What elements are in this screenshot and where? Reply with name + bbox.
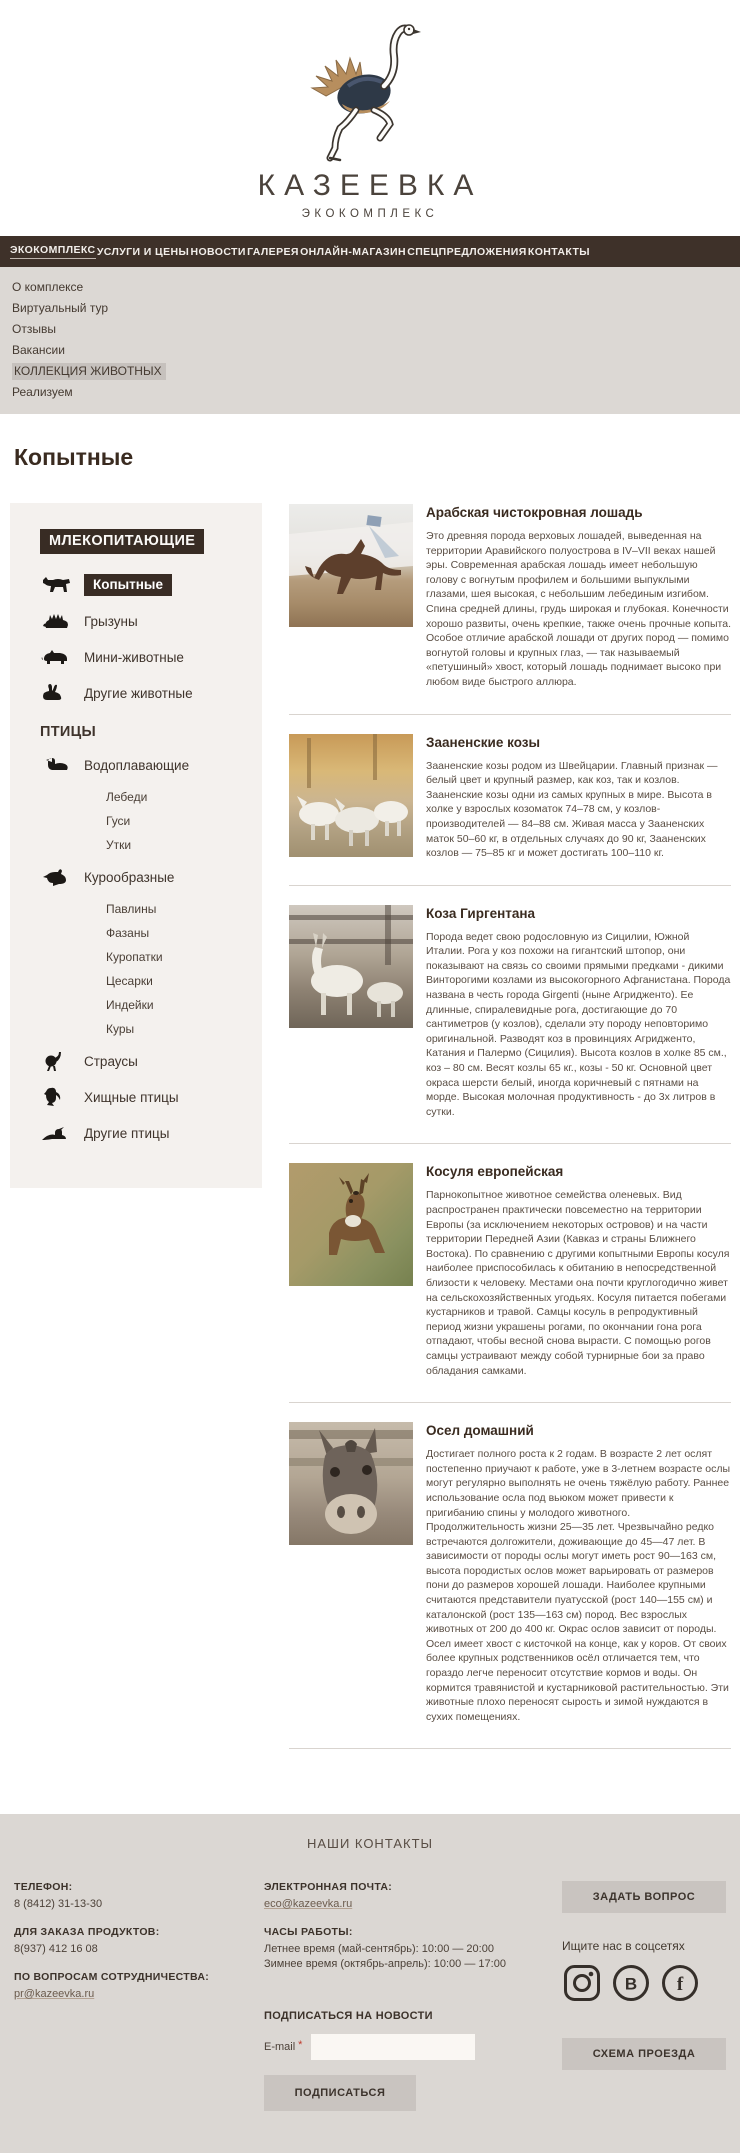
email-label: ЭЛЕКТРОННАЯ ПОЧТА:: [264, 1881, 393, 1894]
sidebar-item-waterfowl[interactable]: Водоплавающие: [40, 754, 250, 776]
animal-name: Зааненские козы: [426, 734, 540, 750]
nav-item-services[interactable]: УСЛУГИ И ЦЕНЫ: [96, 245, 190, 258]
ask-question-button[interactable]: ЗАДАТЬ ВОПРОС: [562, 1881, 726, 1913]
orders-phone-number: 8(937) 412 16 08: [14, 1943, 98, 1956]
footer-contacts-column: [14, 1881, 252, 2111]
hours-winter: Зимнее время (октябрь-апрель): 10:00 — 17:00: [264, 1958, 506, 1971]
vk-icon[interactable]: [611, 1963, 651, 2008]
sidebar-item-turkeys[interactable]: Индейки: [106, 998, 154, 1012]
hours-summer: Летнее время (май-сентябрь): 10:00 — 20:00: [264, 1943, 494, 1956]
animal-description: Зааненские козы родом из Швейцарии. Главный признак — белый цвет и крупный размер, как коз, так и козлов. Зааненские козы одни из самых крупных в мире. Высота в холке у взрослых козоматок 74–78 см, у козлов-производителей — 84–88 см. Живая масса у Зааненских маток 50–60 кг, в отдельных случаях до 90 кг, Зааненских козлов — 75–85 кг и может достигать 100–110 кг.: [426, 759, 718, 860]
sidebar-item-chickens[interactable]: Куры: [106, 1022, 135, 1036]
subscribe-title: ПОДПИСАТЬСЯ НА НОВОСТИ: [264, 2010, 433, 2023]
cooperation-email-link[interactable]: pr@kazeevka.ru: [14, 1988, 95, 2001]
nav-item-ecocomplex[interactable]: ЭКОКОМПЛЕКС: [10, 244, 96, 259]
sidebar-item-mini-animals[interactable]: Мини-животные: [40, 646, 250, 668]
hours-label: ЧАСЫ РАБОТЫ:: [264, 1926, 353, 1939]
svg-text:В: В: [624, 1974, 638, 1994]
phone-label: ТЕЛЕФОН:: [14, 1881, 73, 1894]
submenu-item-animal-collection[interactable]: КОЛЛЕКЦИЯ ЖИВОТНЫХ: [0, 360, 740, 381]
animal-name: Осел домашний: [426, 1423, 534, 1439]
sidebar-item-swans[interactable]: Лебеди: [106, 790, 148, 804]
instagram-icon[interactable]: [562, 1963, 602, 2008]
site-footer: [0, 1814, 740, 2153]
nav-item-offers[interactable]: СПЕЦПРЕДЛОЖЕНИЯ: [407, 245, 527, 258]
animal-entry-saanen-goats: [289, 734, 731, 886]
brand-title: КАЗЕЕВКА: [257, 169, 483, 202]
submenu-item-realizuem[interactable]: Реализуем: [12, 384, 73, 399]
nav-item-news[interactable]: НОВОСТИ: [190, 245, 246, 258]
animal-description: Достигает полного роста к 2 годам. В возрасте 2 лет ослят постепенно приучают к работе, уже в 3-летнем возрасте ослы могут регулярно выполнять не очень тяжёлую работу. Раннее использование осла под вьюком может привести к пригибанию спины у молодого животного. Продолжительность жизни 25—35 лет. Чрезвычайно редко встречаются долгожители, доживающие до 45—47 лет. В зависимости от породы ослы могут иметь рост 90—163 см, высота породистых ослов может варьировать от размеров пони до размеров хорошей лошади. Наиболее крупными считаются представители пуатусской (рост 140—155 см) и каталонской (рост 135—163 см) пород. Вес взрослых животных от 200 до 400 кг. Окрас ослов зависит от породы. Осел имеет хвост с кисточкой на конце, как у коров. От своих более крупных родственников осёл отличается тем, что гораздо легче переносит отсутствие кормов и воды. Он кормится травянистой и кустарниковой растительностью. Эти животные плохо переносят сырость и зимой нуждаются в сухих помещениях.: [426, 1448, 731, 1723]
map-directions-button[interactable]: СХЕМА ПРОЕЗДА: [562, 2038, 726, 2070]
animal-entry-roe-deer: [289, 1163, 731, 1403]
sidebar-item-other-animals[interactable]: Другие животные: [40, 682, 250, 704]
roe-deer-photo: [289, 1163, 413, 1286]
animal-categories-sidebar: [10, 503, 262, 1188]
animal-name: Арабская чистокровная лошадь: [426, 505, 643, 520]
porcupine-icon: [40, 610, 74, 632]
submenu-item-reviews[interactable]: Отзывы: [12, 321, 56, 336]
email-field-label: E-mail: [264, 2041, 296, 2054]
sidebar-item-birds-of-prey[interactable]: Хищные птицы: [40, 1086, 250, 1108]
duck-icon: [40, 754, 74, 776]
required-asterisk: *: [298, 2039, 303, 2052]
sidebar-section-birds: ПТИЦЫ: [40, 724, 96, 740]
animal-entries: [289, 503, 731, 1768]
orders-label: ДЛЯ ЗАКАЗА ПРОДУКТОВ:: [14, 1926, 160, 1939]
sidebar-section-mammals: МЛЕКОПИТАЮЩИЕ: [40, 529, 204, 554]
nav-item-gallery[interactable]: ГАЛЕРЕЯ: [247, 245, 299, 258]
animal-name: Косуля европейская: [426, 1164, 564, 1180]
social-title: Ищите нас в соцсетях: [562, 1939, 685, 1954]
pig-icon: [40, 646, 74, 668]
arabian-horse-photo: [289, 504, 413, 627]
footer-info-column: [264, 1881, 550, 2111]
animal-description: Парнокопытное животное семейства оленевых. Вид распространен практически повсеместно на территории Европы (за исключением некоторых островов) и на части территории Передней Азии (Кавказ и страны Ближнего Востока). По сравнению с другими копытными Европы косуля наиболее приспособилась к обитанию в непосредственной близости к человеку. Местами она почти круглогодично живет на сельскохозяйственных угодьях. Косуля питается побегами кустарников и травой. Самцы косуль в репродуктивный период жизни украшены рогами, по окончании гона рога отпадают, чтобы весной снова вырасти. С помощью рогов самцы устраивают между собой турнирные бои за право обладания самками.: [426, 1189, 730, 1377]
footer-title: НАШИ КОНТАКТЫ: [306, 1836, 434, 1852]
sidebar-item-galliformes[interactable]: Курообразные: [40, 866, 250, 888]
waterfowl-children: [106, 790, 250, 852]
sidebar-item-rodents[interactable]: Грызуны: [40, 610, 250, 632]
hen-icon: [40, 866, 74, 888]
horse-icon: [40, 574, 74, 596]
peacock-icon: [40, 1122, 74, 1144]
submenu-item-virtual-tour[interactable]: Виртуальный тур: [12, 300, 108, 315]
sidebar-item-other-birds[interactable]: Другие птицы: [40, 1122, 250, 1144]
galliformes-children: [106, 902, 250, 1036]
subscribe-block: [264, 2010, 550, 2111]
nav-item-contacts[interactable]: КОНТАКТЫ: [527, 245, 590, 258]
svg-text:f: f: [676, 1974, 684, 1996]
sidebar-item-guinea-fowl[interactable]: Цесарки: [106, 974, 153, 988]
eagle-icon: [40, 1086, 74, 1108]
nav-item-shop[interactable]: ОНЛАЙН-МАГАЗИН: [300, 245, 406, 258]
sidebar-item-geese[interactable]: Гуси: [106, 814, 131, 828]
animal-description: Порода ведет свою родословную из Сицилии, Южной Италии. Рога у коз похожи на гигантский штопор, они показывают на связь со своими прямыми предками - дикими Винторогими козлами из высокогорного Афганистана. Порода названа в честь города Girgenti (ныне Агридженто). Ее длинные, спиралевидные рога, достигающие до 70 сантиметров (у козлов), сделали эту породу неповторимо оригинальной. Разводят коз в провинциях Агридженто, Катания и Палермо (Сицилия). Высота козлов в холке 85 см., коз – 80 см. Весят козлы 65 кг., козы - 50 кг. Основной цвет окраса шерсти белый, иногда коричневый с пятнами на морде. Высокая молочная продуктивность - до 3х литров в сутки.: [426, 930, 731, 1118]
brand-tagline: ЭКОКОМПЛЕКС: [301, 208, 439, 220]
sidebar-item-ostriches[interactable]: Страусы: [40, 1050, 250, 1072]
saanen-goats-photo: [289, 734, 413, 857]
ostrich-logo-icon: [0, 16, 740, 171]
footer-actions-column: [562, 1881, 726, 2111]
main-navbar: [0, 236, 740, 267]
email-link[interactable]: eco@kazeevka.ru: [264, 1898, 353, 1911]
animal-entry-arabian-horse: [289, 504, 731, 715]
cooperation-label: ПО ВОПРОСАМ СОТРУДНИЧЕСТВА:: [14, 1971, 209, 1984]
facebook-icon[interactable]: [660, 1963, 700, 2008]
animal-name: Коза Гиргентана: [426, 905, 536, 921]
girgentana-goat-photo: [289, 905, 413, 1028]
subscribe-button[interactable]: ПОДПИСАТЬСЯ: [264, 2075, 416, 2111]
sidebar-item-pheasants[interactable]: Фазаны: [106, 926, 150, 940]
phone-number: 8 (8412) 31-13-30: [14, 1898, 103, 1911]
ecocomplex-submenu: [0, 267, 740, 414]
submenu-item-about[interactable]: О комплексе: [12, 279, 84, 294]
animal-entry-girgentana-goat: [289, 905, 731, 1145]
sidebar-item-peacocks[interactable]: Павлины: [106, 902, 157, 916]
email-input[interactable]: [311, 2034, 475, 2060]
submenu-item-vacancies[interactable]: Вакансии: [12, 342, 65, 357]
animal-description: Это древняя порода верховых лошадей, выведенная на территории Аравийского полуострова в IV–VII веках нашей эры. Современная арабская лошадь имеет небольшую голову с вогнутым профилем и большими выпуклыми глазами, шея высокая, с небольшим лебединым изгибом. Спина средней длины, грудь широкая и глубокая. Конечности хорошо развиты, очень крепкие, также очень прочные копыта. Особое отличие арабской лошади от других пород — помимо вогнутой головы и крупных глаз, — так называемый «петушиный» хвост, который лошадь поднимает высоко при любом виде быстрого аллюра.: [426, 530, 731, 688]
site-header: [0, 0, 740, 236]
ostrich-icon: [40, 1050, 74, 1072]
page-title: Копытные: [14, 444, 134, 470]
sidebar-item-ducks[interactable]: Утки: [106, 838, 132, 852]
sidebar-item-hoofed[interactable]: Копытные: [40, 574, 250, 596]
rabbit-icon: [40, 682, 74, 704]
animal-entry-domestic-donkey: [289, 1422, 731, 1749]
sidebar-item-partridges[interactable]: Куропатки: [106, 950, 163, 964]
donkey-photo: [289, 1422, 413, 1545]
